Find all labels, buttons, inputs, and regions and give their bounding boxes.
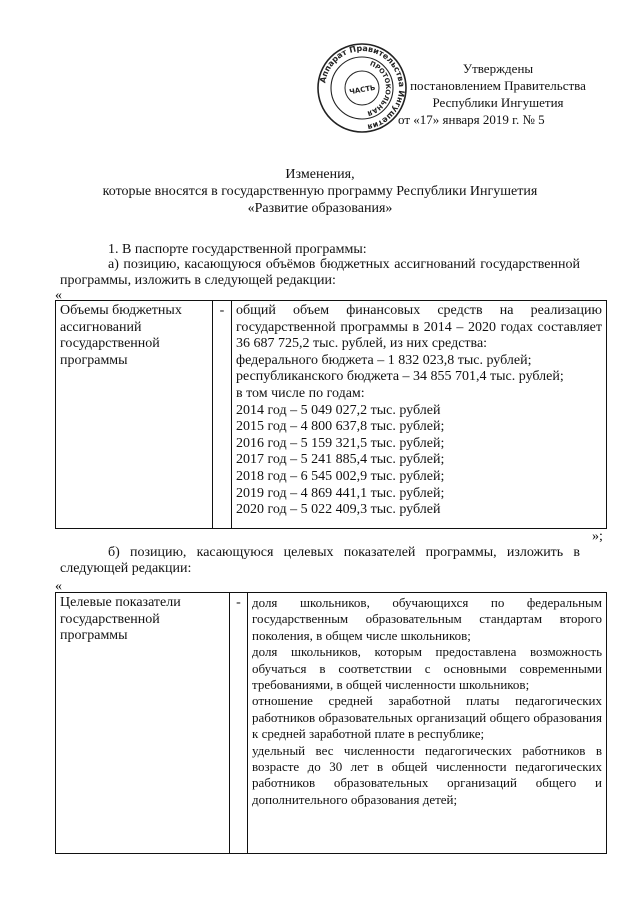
budget-line: 2018 год – 6 545 002,9 тыс. рублей;	[236, 468, 445, 484]
indicators-row-label: Целевые показатели государственной программы	[56, 593, 230, 854]
budget-line: 2015 год – 4 800 637,8 тыс. рублей;	[236, 419, 445, 435]
approval-line-1: Утверждены	[462, 61, 534, 76]
approval-date-number: от «17» января 2019 г. № 5	[398, 112, 545, 127]
approval-line-3: Республики Ингушетия	[432, 95, 564, 110]
title-line-2: которые вносятся в государственную программу Республики Ингушетия	[102, 184, 538, 199]
seal-outer-text: Аппарат Правительства Ингушетия	[318, 43, 407, 132]
indicators-row-content	[248, 593, 607, 854]
indicator-line: удельный вес численности педагогических работников в возрасте до 30 лет в общей численности педагогических работников образовательных организаций общего и дополнительного образования детей;	[252, 742, 602, 807]
indicator-line: отношение средней заработной платы педагогических работников образовательных организаций общего образования к средней заработной плате в республике;	[252, 693, 602, 742]
budget-line: федерального бюджета – 1 832 023,8 тыс. рублей;	[236, 352, 532, 368]
item-1a-text: а) позицию, касающуюся объёмов бюджетных ассигнований государственной программы, изложить в следующей редакции:	[60, 257, 580, 288]
budget-line: 2019 год – 4 869 441,1 тыс. рублей;	[236, 485, 445, 501]
indicators-row-dash: -	[230, 593, 248, 854]
seal-center-text: ЧАСТЬ	[348, 83, 377, 97]
approval-block	[392, 60, 604, 128]
approval-line-2: постановлением Правительства	[410, 78, 586, 93]
budget-line: общий объем финансовых средств на реализацию государственной программы в 2014 – 2020 годах составляет 36 687 725,2 тыс. рублей, из них средства:	[236, 303, 602, 352]
quote-open-mark-2: «	[55, 579, 62, 594]
item-1-heading: 1. В паспорте государственной программы:	[108, 242, 367, 257]
quote-open-mark: «	[55, 288, 62, 303]
budget-line: республиканского бюджета – 34 855 701,4 тыс. рублей;	[236, 369, 564, 385]
budget-line: 2020 год – 5 022 409,3 тыс. рублей	[236, 502, 441, 518]
budget-row-dash: -	[213, 301, 232, 529]
quote-close-mark: »;	[592, 529, 603, 544]
budget-line: 2016 год – 5 159 321,5 тыс. рублей;	[236, 435, 445, 451]
document-title	[60, 166, 580, 217]
budget-row-content	[232, 301, 607, 529]
budget-line: 2017 год – 5 241 885,4 тыс. рублей;	[236, 452, 445, 468]
seal-inner-text: ПРОТОКОЛЬНАЯ	[366, 59, 393, 118]
target-indicators-table	[55, 592, 607, 854]
budget-line: в том числе по годам:	[236, 385, 365, 401]
budget-allocations-table	[55, 300, 607, 529]
budget-row-label: Объемы бюджетных ассигнований государственной программы	[56, 301, 213, 529]
title-line-1: Изменения,	[285, 167, 355, 182]
indicator-line: доля школьников, обучающихся по федеральным государственным образовательным стандартам второго поколения, в общем числе школьников;	[252, 595, 602, 643]
item-1b-text: б) позицию, касающуюся целевых показателей программы, изложить в следующей редакции:	[60, 545, 580, 576]
title-line-3: «Развитие образования»	[247, 201, 393, 216]
budget-line: 2014 год – 5 049 027,2 тыс. рублей	[236, 402, 441, 418]
indicator-line: доля школьников, которым предоставлена возможность обучаться в соответствии с основными современными требованиями, в общей численности школьников;	[252, 644, 602, 693]
